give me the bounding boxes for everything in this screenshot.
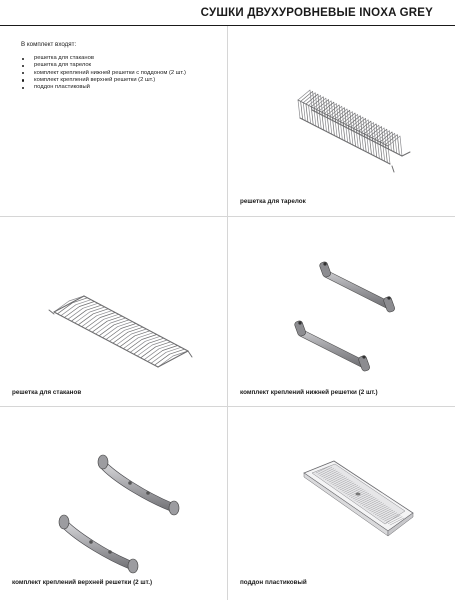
plate-rack-illustration xyxy=(228,26,455,216)
product-grid xyxy=(0,26,455,600)
glass-rack-wires xyxy=(49,296,192,367)
glass-rack-cell xyxy=(0,217,227,407)
glass-rack-illustration xyxy=(0,217,227,406)
plastic-tray-illustration xyxy=(228,407,455,600)
upper-mounts-caption: комплект креплений верхней решетки (2 шт.) xyxy=(12,579,153,586)
tray-cell xyxy=(228,407,455,597)
contents-list xyxy=(21,55,186,91)
lower-mount-illustration xyxy=(228,217,455,406)
tray-caption: поддон пластиковый xyxy=(240,579,307,586)
page-title: СУШКИ ДВУХУРОВНЕВЫЕ INOXA GREY xyxy=(200,7,433,19)
plate-rack-caption: решетка для тарелок xyxy=(240,198,306,205)
lower-mounts-caption: комплект креплений нижней решетки (2 шт.) xyxy=(240,389,378,396)
glass-rack-caption: решетка для стаканов xyxy=(12,389,82,396)
upper-mount-bracket xyxy=(98,455,179,515)
upper-mounts-cell xyxy=(0,407,227,597)
upper-mount-illustration xyxy=(0,407,227,600)
plate-rack-cell xyxy=(228,26,455,216)
lower-mount-rail xyxy=(319,261,396,313)
lower-mount-rail xyxy=(294,320,371,372)
list-item: комплект креплений верхней решетки (2 шт.) xyxy=(21,77,186,84)
list-item: поддон пластиковый xyxy=(21,84,186,91)
list-item: комплект креплений нижней решетки с поддоном (2 шт.) xyxy=(21,70,186,77)
page-header xyxy=(0,0,455,26)
contents-title: В комплект входят: xyxy=(21,41,77,48)
upper-mount-bracket xyxy=(59,515,138,573)
list-item: решетка для тарелок xyxy=(21,62,186,69)
plate-rack-wires xyxy=(298,90,410,172)
lower-mounts-cell xyxy=(228,217,455,407)
contents-cell xyxy=(0,26,227,216)
list-item: решетка для стаканов xyxy=(21,55,186,62)
